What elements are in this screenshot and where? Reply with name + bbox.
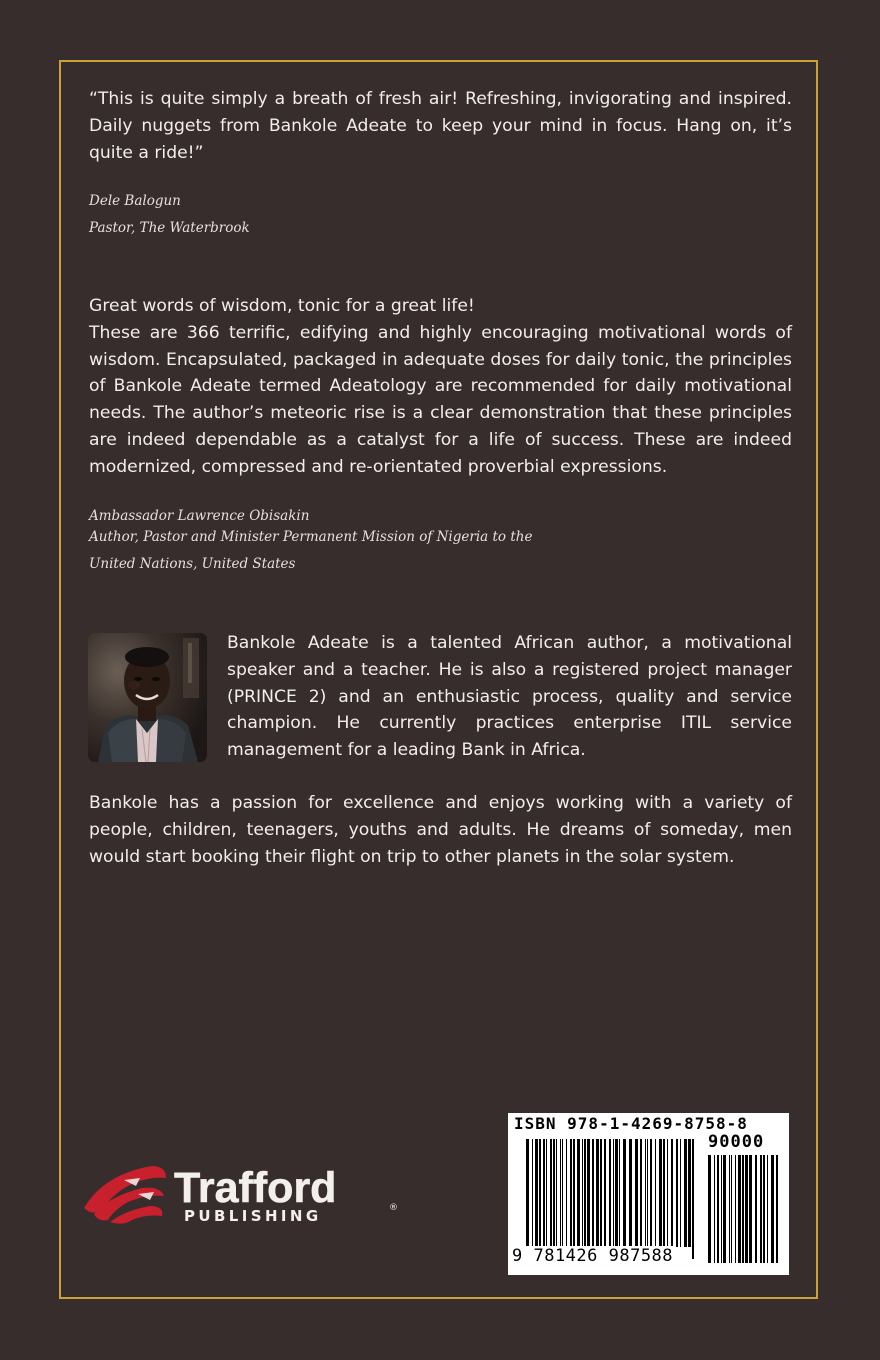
barcode-bar — [553, 1139, 555, 1247]
barcode-bar — [655, 1139, 656, 1247]
barcode-bar — [526, 1139, 529, 1259]
barcode-bar — [735, 1155, 736, 1263]
barcode-bar — [556, 1139, 557, 1247]
author-portrait-image — [88, 633, 207, 762]
barcode-bar — [692, 1139, 694, 1259]
barcode-bar — [760, 1155, 762, 1263]
isbn-barcode — [508, 1113, 789, 1275]
barcode-bar — [592, 1139, 594, 1247]
barcode-bar — [600, 1139, 602, 1247]
barcode-bars-addon — [708, 1155, 783, 1265]
barcode-bar — [640, 1139, 642, 1247]
trafford-logo-emblem — [80, 1158, 410, 1228]
barcode-bar — [714, 1155, 715, 1263]
barcode-bar — [582, 1139, 583, 1247]
barcode-bar — [535, 1139, 538, 1247]
barcode-bar — [680, 1139, 681, 1247]
barcode-bar — [738, 1155, 741, 1263]
testimonial-quote-1: “This is quite simply a breath of fresh air! Refreshing, invigorating and inspired. Daily nuggets from Bankole Adeate to keep your mind in focus. Hang on, it’s quite a ride!” — [89, 89, 792, 163]
testimonial-author-1: Dele Balogun — [89, 193, 181, 209]
barcode-bar — [577, 1139, 580, 1247]
barcode-bar — [615, 1139, 618, 1247]
barcode-bar — [532, 1139, 533, 1259]
barcode-bar — [562, 1139, 563, 1247]
testimonial-author-2: Ambassador Lawrence Obisakin — [89, 508, 310, 524]
barcode-bar — [573, 1139, 575, 1247]
barcode-bar — [771, 1155, 774, 1263]
barcode-bar — [635, 1139, 638, 1247]
barcode-bar — [584, 1139, 586, 1247]
barcode-bar — [723, 1155, 726, 1263]
barcode-bar — [619, 1139, 620, 1247]
barcode-bar — [596, 1139, 599, 1247]
testimonial-headline-2: Great words of wisdom, tonic for a great life! — [89, 296, 475, 316]
barcode-bar — [776, 1155, 778, 1263]
barcode-bar — [763, 1155, 765, 1263]
barcode-bar — [647, 1139, 648, 1247]
testimonial-role-2-line-1: Author, Pastor and Minister Permanent Mission of Nigeria to the — [89, 529, 533, 545]
barcode-bar — [659, 1139, 662, 1247]
barcode-bar — [721, 1155, 722, 1263]
barcode-bar — [543, 1139, 545, 1247]
barcode-bar — [560, 1139, 561, 1247]
barcode-bar — [742, 1155, 744, 1263]
testimonial-role-2-line-2: United Nations, United States — [89, 556, 296, 572]
logo-registered-mark: ® — [389, 1203, 398, 1213]
barcode-bar — [629, 1139, 632, 1247]
barcode-bar — [550, 1139, 552, 1247]
barcode-bar — [767, 1155, 768, 1263]
barcode-bar — [587, 1139, 590, 1247]
barcode-bar — [676, 1139, 678, 1247]
testimonial-body-2: These are 366 terrific, edifying and highly encouraging motivational words of wisdom. Encapsulated, packaged in adequate doses for daily tonic, the principles of Bankole Adeate termed Adeatology are recommended for daily motivational needs. The author’s meteoric rise is a clear demonstration that these principles are indeed dependable as a catalyst for a life of success. These are indeed modernized, compressed and re-orientated proverbial expressions. — [89, 322, 792, 477]
isbn-digits: 9 781426 987588 — [512, 1246, 674, 1266]
logo-wordmark: Trafford — [174, 1164, 337, 1212]
barcode-bar — [729, 1155, 730, 1263]
author-bio-paragraph-2: Bankole has a passion for excellence and enjoys working with a variety of people, children, teenagers, youths and adults. He dreams of someday, men would start booking their flight on trip to other planets in the solar system. — [89, 793, 792, 867]
barcode-bar — [717, 1155, 719, 1263]
barcode-bar — [745, 1155, 748, 1263]
barcode-bar — [650, 1139, 652, 1247]
barcode-bar — [546, 1139, 547, 1247]
logo-tagline: PUBLISHING — [184, 1207, 322, 1225]
barcode-bar — [731, 1155, 732, 1263]
author-bio-paragraph-1: Bankole Adeate is a talented African author, a motivational speaker and a teacher. He is also a registered project manager (PRINCE 2) and an enthusiastic process, quality and service champion. He currently practices enterprise ITIL service management for a leading Bank in Africa. — [227, 633, 792, 761]
barcode-bar — [749, 1155, 752, 1263]
testimonial-block-2 — [89, 293, 792, 481]
barcode-bar — [613, 1139, 614, 1247]
barcode-bar — [708, 1155, 711, 1263]
barcode-bar — [684, 1139, 687, 1247]
barcode-bar — [623, 1139, 626, 1247]
price-code: 90000 — [708, 1132, 765, 1152]
barcode-bar — [671, 1139, 673, 1247]
barcode-bar — [688, 1139, 691, 1247]
barcode-bar — [755, 1155, 757, 1263]
barcode-bar — [566, 1139, 567, 1247]
barcode-bar — [667, 1139, 668, 1247]
trafford-publishing-logo — [80, 1158, 410, 1228]
author-photo — [88, 633, 207, 762]
barcode-bar — [645, 1139, 646, 1247]
barcode-bar — [539, 1139, 541, 1247]
barcode-bar — [609, 1139, 611, 1259]
barcode-bar — [604, 1139, 606, 1247]
barcode-bar — [570, 1139, 572, 1247]
isbn-label: ISBN 978-1-4269-8758-8 — [514, 1114, 748, 1133]
testimonial-role-1: Pastor, The Waterbrook — [89, 220, 250, 236]
barcode-bar — [663, 1139, 665, 1247]
